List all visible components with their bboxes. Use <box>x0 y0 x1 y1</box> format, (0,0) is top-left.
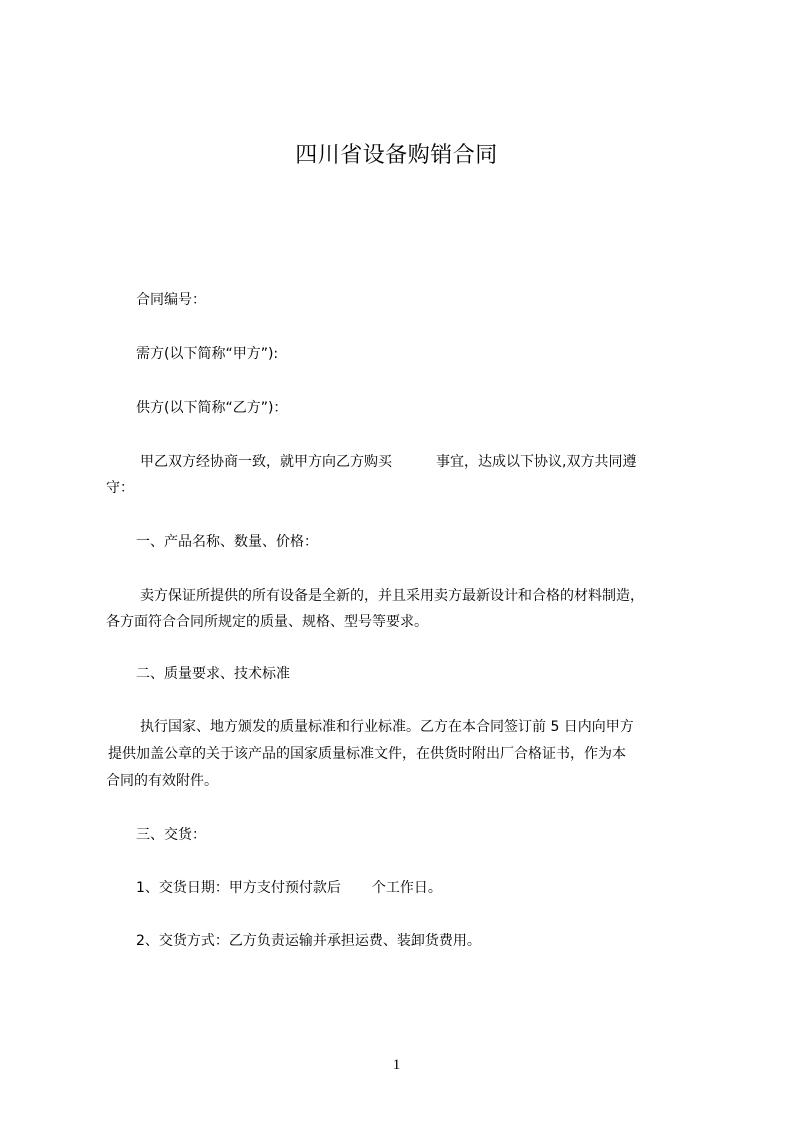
delivery-date-text-part-1: 1、交货日期：甲方支付预付款后 <box>136 880 341 896</box>
section-2-text-line-1: 执行国家、地方颁发的质量标准和行业标准。乙方在本合同签订前 5 日内向甲方 <box>140 719 634 735</box>
section-1-heading: 一、产品名称、数量、价格： <box>136 534 318 550</box>
contract-number-label: 合同编号： <box>136 292 206 308</box>
section-1-text-line-2: 各方面符合合同所规定的质量、规格、型号等要求。 <box>106 614 428 630</box>
section-3-item-2: 2、交货方式：乙方负责运输并承担运费、装卸货费用。 <box>136 933 481 949</box>
delivery-date-text-part-2: 个工作日。 <box>371 880 442 896</box>
intro-text-part-2: 事宜，达成以下协议,双方共同遵 <box>436 454 637 470</box>
intro-paragraph-line-2: 守： <box>106 480 134 496</box>
buyer-label: 需方(以下简称“甲方”): <box>136 346 279 362</box>
section-3-item-1 <box>136 879 442 897</box>
contract-title: 四川省设备购销合同 <box>295 143 498 168</box>
intro-text-part-1: 甲乙双方经协商一致，就甲方向乙方购买 <box>140 454 392 470</box>
section-3-heading: 三、交货： <box>136 827 206 843</box>
page-number: 1 <box>392 1057 401 1073</box>
section-2-text-line-3: 合同的有效附件。 <box>106 773 218 789</box>
intro-paragraph-line-1 <box>140 453 636 471</box>
seller-label: 供方(以下简称“乙方”)： <box>136 400 288 416</box>
section-1-text-line-1: 卖方保证所提供的所有设备是全新的，并且采用卖方最新设计和合格的材料制造， <box>140 588 644 604</box>
section-2-text-line-2: 提供加盖公章的关于该产品的国家质量标准文件，在供货时附出厂合格证书，作为本 <box>108 746 626 762</box>
section-2-heading: 二、质量要求、技术标准 <box>136 666 290 682</box>
